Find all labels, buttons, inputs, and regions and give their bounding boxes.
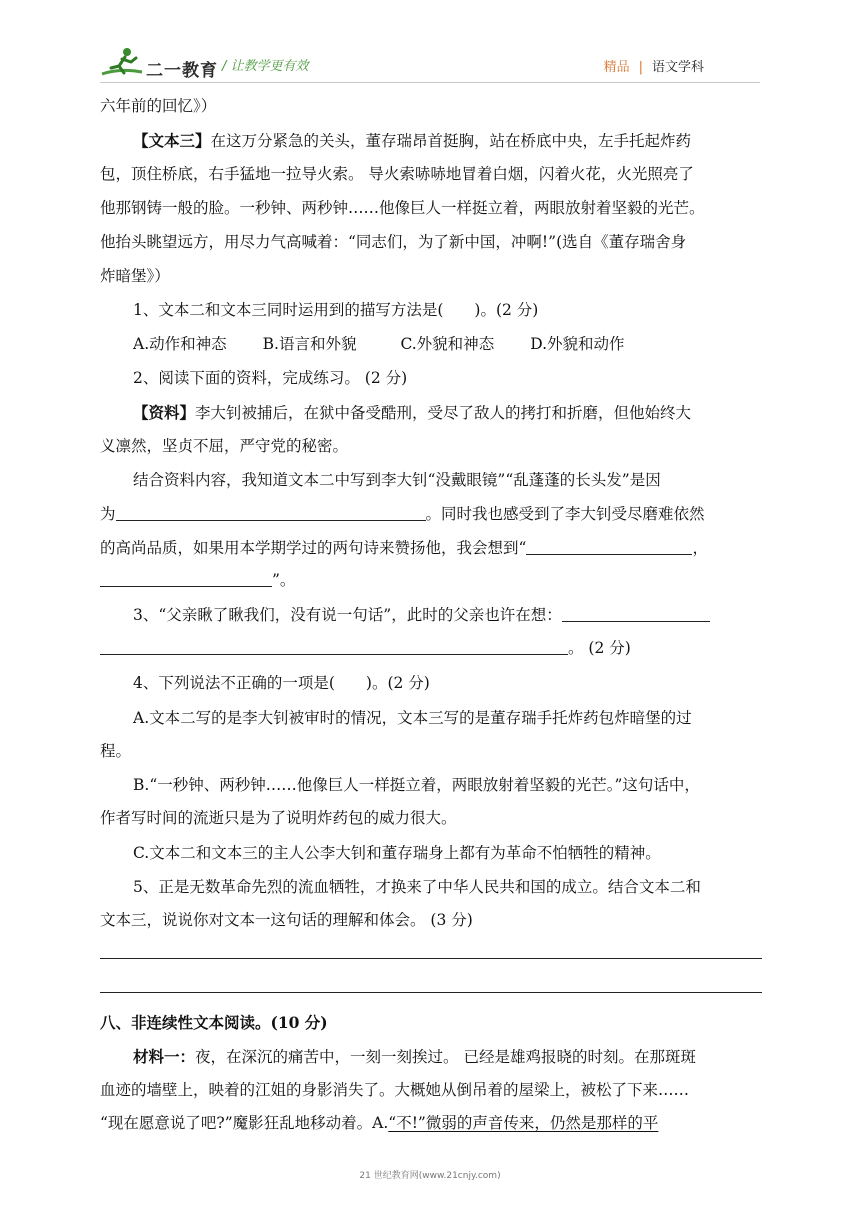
question-2: 2、阅读下面的资料，完成练习。 (2 分) — [133, 369, 408, 387]
option-a: A.动作和神态 — [133, 335, 227, 353]
answer-line-2[interactable] — [100, 992, 762, 993]
q2-text-c: 的高尚品质，如果用本学期学过的两句诗来赞扬他，我会想到“ — [100, 539, 527, 557]
runner-logo-icon — [100, 46, 146, 80]
text-line: 六年前的回忆》） — [100, 97, 217, 115]
material-1-line-2: 血迹的墙壁上，映着的江姐的身影消失了。大概她从倒吊着的屋梁上，被松了下来…… — [100, 1081, 690, 1099]
material-1-text: 夜，在深沉的痛苦中，一刻一刻挨过。 已经是雄鸡报晓的时刻。在那斑斑 — [195, 1048, 696, 1066]
question-2-line-4 — [100, 570, 762, 591]
question-2-line-2 — [100, 504, 762, 525]
q2-text-b: 。同时我也感受到了李大钊受尽磨难依然 — [425, 505, 705, 523]
question-1: 1、文本二和文本三同时运用到的描写方法是( )。(2 分) — [133, 301, 539, 319]
text3-label: 【文本三】 — [133, 131, 211, 150]
poem-blank-2[interactable] — [100, 570, 272, 587]
tag-separator: | — [638, 60, 643, 75]
text3-line-1: 在这万分紧急的关头，董存瑞昂首挺胸，站在桥底中央，左手托起炸药 — [210, 132, 692, 150]
q3-blank-1[interactable] — [562, 605, 710, 622]
option-c: C.外貌和神态 — [400, 335, 495, 353]
q3-blank-2[interactable] — [100, 638, 568, 655]
question-1-options — [133, 334, 795, 355]
q4-option-c: C.文本二和文本三的主人公李大钊和董存瑞身上都有为革命不怕牺牲的精神。 — [133, 844, 661, 862]
header-divider — [100, 82, 760, 83]
q4-option-b-line-1: B.“一秒钟、两秒钟……他像巨人一样挺立着，两眼放射着坚毅的光芒。”这句话中， — [133, 776, 700, 794]
material-label: 【资料】 — [133, 403, 196, 422]
material-line-1 — [133, 402, 795, 424]
option-d: D.外貌和动作 — [530, 335, 625, 353]
question-2-line-1: 结合资料内容，我知道文本二中写到李大钊“没戴眼镜”“乱蓬蓬的长头发”是因 — [133, 471, 661, 489]
q4-option-b-line-2: 作者写时间的流逝只是为了说明炸药包的威力很大。 — [100, 809, 457, 827]
question-3-line-2 — [100, 638, 762, 659]
q2-text-a: 为 — [100, 505, 116, 523]
answer-line-1[interactable] — [100, 958, 762, 959]
question-5-line-1: 5、正是无数革命先烈的流血牺牲，才换来了中华人民共和国的成立。结合文本二和 — [133, 878, 701, 896]
question-3 — [133, 605, 795, 626]
page-footer: 21 世纪教育网(www.21cnjy.com) — [359, 1171, 501, 1181]
material-1-underlined: “不!”微弱的声音传来，仍然是那样的平 — [388, 1114, 659, 1132]
text3-line-2: 包，顶住桥底，右手猛地一拉导火索。 导火索哧哧地冒着白烟，闪着火花，火光照亮了 — [100, 165, 694, 183]
poem-blank-1[interactable] — [526, 538, 692, 555]
question-4: 4、下列说法不正确的一项是( )。(2 分) — [133, 674, 430, 692]
text3-line-3: 他那钢铸一般的脸。一秒钟、两秒钟……他像巨人一样挺立着，两眼放射着坚毅的光芒。 — [100, 199, 705, 217]
text3-line — [133, 130, 795, 152]
logo-text: 二一教育 — [146, 61, 218, 81]
section-8-heading: 八、非连续性文本阅读。(10 分) — [100, 1013, 328, 1032]
q3-score: 。 (2 分) — [568, 639, 631, 657]
material-1-line-3 — [100, 1113, 762, 1134]
material-1-text-a: “现在愿意说了吧?”魔影狂乱地移动着。A. — [100, 1114, 389, 1132]
answer-blank[interactable] — [116, 504, 426, 521]
q4-option-a-line-1: A.文本二写的是李大钊被审时的情况，文本三写的是董存瑞手托炸药包炸暗堡的过 — [133, 709, 692, 727]
question-5-line-2: 文本三，说说你对文本一这句话的理解和体会。 (3 分) — [100, 911, 473, 929]
q2-comma: ， — [692, 539, 708, 557]
slogan: / 让教学更有效 — [222, 59, 309, 74]
material-1-label: 材料一： — [133, 1047, 196, 1066]
option-b: B.语言和外貌 — [262, 335, 357, 353]
quality-tag: 精品 — [603, 60, 630, 75]
q3-text: 3、“父亲瞅了瞅我们，没有说一句话”，此时的父亲也许在想： — [133, 606, 562, 624]
question-2-line-3 — [100, 538, 762, 559]
page-header — [100, 44, 760, 84]
material-line-2: 义凛然，坚贞不屈，严守党的秘密。 — [100, 437, 349, 455]
subject-tag — [604, 56, 704, 75]
text3-line-5: 炸暗堡》） — [100, 267, 170, 285]
q4-option-a-line-2: 程。 — [100, 742, 132, 760]
q2-close-quote: ”。 — [272, 571, 296, 589]
material-1-line-1 — [133, 1046, 795, 1068]
text3-line-4: 他抬头眺望远方，用尽力气高喊着：“同志们，为了新中国，冲啊!”(选自《董存瑞舍身 — [100, 233, 687, 251]
material-text: 李大钊被捕后，在狱中备受酷刑，受尽了敌人的拷打和折磨，但他始终大 — [195, 404, 692, 422]
subject-label: 语文学科 — [651, 60, 704, 75]
